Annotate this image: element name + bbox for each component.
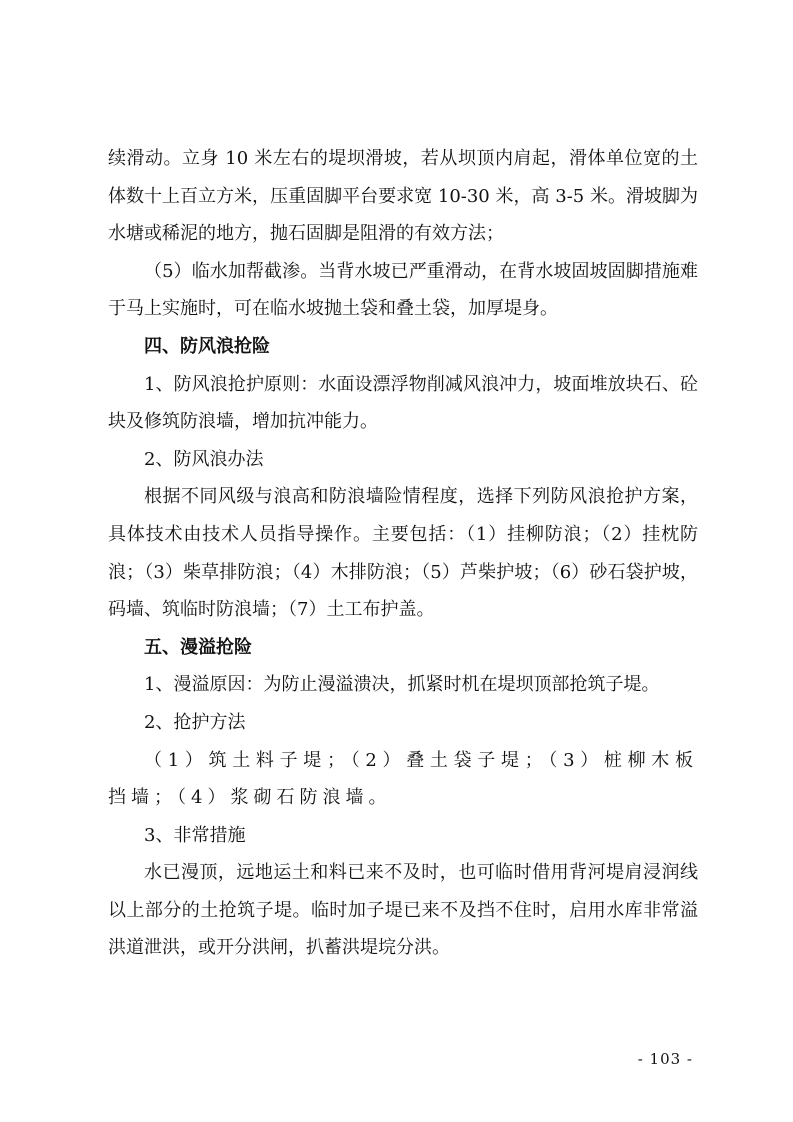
paragraph-wind-principle: 1、防风浪抢护原则：水面设漂浮物削减风浪冲力，坡面堆放块石、砼块及修筑防浪墙，增加抗冲能力。 <box>108 373 698 433</box>
paragraph-continuation: 续滑动。立身 10 米左右的堤坝滑坡，若从坝顶内肩起，滑体单位宽的土体数十上百立方米，压重固脚平台要求宽 10-30 米，高 3-5 米。滑坡脚为水塘或稀泥的地方，抛石固脚是阻滑的有效方法； <box>108 148 698 245</box>
paragraph-overflow-cause: 1、漫溢原因：为防止漫溢溃决，抓紧时机在堤坝顶部抢筑子堤。 <box>144 674 660 696</box>
paragraph-rescue-method-list: （1）筑土料子堤；（2）叠土袋子堤；（3）桩柳木板挡墙；（4）浆砌石防浪墙。 <box>108 749 698 809</box>
page-number: - 103 - <box>637 1050 693 1068</box>
paragraph-wind-method-body: 根据不同风级与浪高和防浪墙险情程度，选择下列防风浪抢护方案，具体技术由技术人员指导操作。主要包括：（1）挂柳防浪；（2）挂枕防浪；（3）柴草排防浪；（4）木排防浪；（5）芦柴护坡；（6）砂石袋护坡，码墙、筑临时防浪墙；（7）土工布护盖。 <box>108 486 698 621</box>
section-heading-wind-waves: 四、防风浪抢险 <box>144 335 270 357</box>
paragraph-emergency-title: 3、非常措施 <box>144 824 246 846</box>
paragraph-emergency-body: 水已漫顶，远地运土和料已来不及时，也可临时借用背河堤肩浸润线以上部分的土抢筑子堤。临时加子堤已来不及挡不住时，启用水库非常溢洪道泄洪，或开分洪闸，扒蓄洪堤垸分洪。 <box>108 862 698 959</box>
paragraph-rescue-method-title: 2、抢护方法 <box>144 711 246 733</box>
section-heading-overflow: 五、漫溢抢险 <box>144 636 252 658</box>
paragraph-wind-method-title: 2、防风浪办法 <box>144 448 264 470</box>
paragraph-item-5: （5）临水加帮截渗。当背水坡已严重滑动，在背水坡固坡固脚措施难于马上实施时，可在临水坡抛土袋和叠土袋，加厚堤身。 <box>108 260 698 320</box>
body-text <box>108 140 698 967</box>
